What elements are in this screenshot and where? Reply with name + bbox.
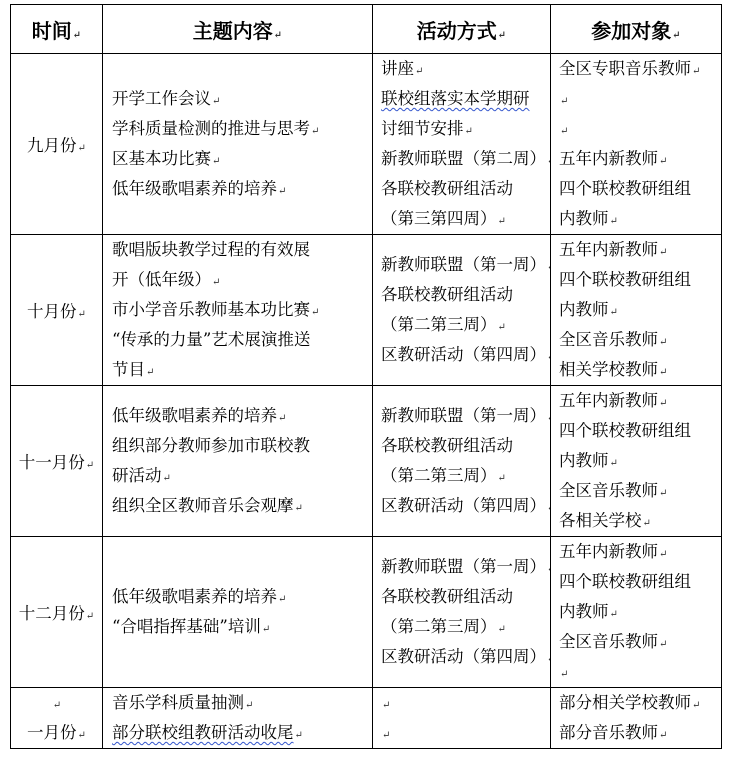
audience-line: 部分音乐教师 ↵ (559, 718, 721, 748)
audience-line (559, 657, 721, 687)
audience-line: 五年内新教师 ↵ (559, 386, 721, 416)
method-line: （第二第三周） ↵ (381, 461, 550, 491)
month-cell: 十二月份 ↵ (11, 537, 103, 688)
topic-cell (103, 54, 373, 235)
audience-line: 内教师 ↵ (559, 295, 721, 325)
audience-line: 内教师 ↵ (559, 597, 721, 627)
audience-line (559, 84, 721, 114)
method-line: 新教师联盟（第一周） ↵ (381, 401, 550, 431)
audience-line: 四个联校教研组组 (559, 270, 691, 289)
topic-line: 开（低年级） ↵ (112, 265, 372, 295)
method-line (381, 718, 550, 748)
method-cell (373, 54, 551, 235)
method-cell (373, 688, 551, 749)
header-method: 活动方式 ↵ (373, 5, 551, 54)
method-line: 区教研活动（第四周） ↵ (381, 642, 550, 672)
header-time: 时间 ↵ (11, 5, 103, 54)
month-cell: 十一月份 ↵ (11, 386, 103, 537)
audience-line: 全区音乐教师 ↵ (559, 627, 721, 657)
topic-line: 研活动 ↵ (112, 461, 372, 491)
topic-line: “合唱指挥基础”培训 ↵ (112, 612, 372, 642)
month-cell (11, 688, 103, 749)
audience-line: 部分相关学校教师 ↵ (559, 688, 721, 718)
topic-cell (103, 386, 373, 537)
method-line: 各联校教研组活动 (381, 179, 513, 198)
audience-line: 四个联校教研组组 (559, 572, 691, 591)
method-line: 各联校教研组活动 (381, 285, 513, 304)
method-cell (373, 537, 551, 688)
audience-cell (551, 688, 722, 749)
method-line: （第二第三周） ↵ (381, 612, 550, 642)
audience-line: 相关学校教师 ↵ (559, 355, 721, 385)
method-line: 新教师联盟（第二周） ↵ (381, 144, 550, 174)
topic-line: 区基本功比赛 ↵ (112, 144, 372, 174)
audience-line: 全区专职音乐教师 ↵ (559, 54, 721, 84)
method-line: 各联校教研组活动 (381, 436, 513, 455)
topic-line: 组织部分教师参加市联校教 (112, 436, 310, 455)
method-line: 新教师联盟（第一周） ↵ (381, 250, 550, 280)
method-line: 讨细节安排 ↵ (381, 114, 550, 144)
method-line (381, 688, 550, 718)
topic-line: 低年级歌唱素养的培养 ↵ (112, 174, 372, 204)
topic-line: 音乐学科质量抽测 ↵ (112, 688, 372, 718)
method-line: 区教研活动（第四周） ↵ (381, 340, 550, 370)
audience-line: 内教师 ↵ (559, 446, 721, 476)
header-audience: 参加对象 ↵ (551, 5, 722, 54)
method-line: 讲座 ↵ (381, 54, 550, 84)
topic-line: 市小学音乐教师基本功比赛 ↵ (112, 295, 372, 325)
topic-line: “传承的力量”艺术展演推送 (112, 330, 311, 349)
table-header-row (11, 5, 722, 54)
topic-line: 学科质量检测的推进与思考 ↵ (112, 114, 372, 144)
audience-cell (551, 386, 722, 537)
audience-line (559, 114, 721, 144)
audience-line: 五年内新教师 ↵ (559, 235, 721, 265)
topic-line: 低年级歌唱素养的培养 ↵ (112, 582, 372, 612)
method-cell (373, 386, 551, 537)
method-line: 联校组落实本学期研 (381, 89, 530, 108)
method-line: 新教师联盟（第一周） ↵ (381, 552, 550, 582)
method-line: 区教研活动（第四周） ↵ (381, 491, 550, 521)
topic-line: 节目 ↵ (112, 355, 372, 385)
month-label: 一月份 ↵ (11, 718, 102, 748)
topic-cell (103, 537, 373, 688)
audience-line: 全区音乐教师 ↵ (559, 476, 721, 506)
month-cell: 九月份 ↵ (11, 54, 103, 235)
audience-line: 四个联校教研组组 (559, 421, 691, 440)
topic-line: 开学工作会议 ↵ (112, 84, 372, 114)
topic-line: 低年级歌唱素养的培养 ↵ (112, 401, 372, 431)
header-topic: 主题内容 ↵ (103, 5, 373, 54)
audience-cell (551, 54, 722, 235)
audience-line: 四个联校教研组组 (559, 179, 691, 198)
table-row (11, 386, 722, 537)
method-line: 各联校教研组活动 (381, 587, 513, 606)
activity-schedule-table (10, 4, 722, 749)
method-line: （第二第三周） ↵ (381, 310, 550, 340)
table-row (11, 54, 722, 235)
method-cell (373, 235, 551, 386)
table-row (11, 537, 722, 688)
audience-line: 内教师 ↵ (559, 204, 721, 234)
audience-line: 五年内新教师 ↵ (559, 537, 721, 567)
topic-cell (103, 235, 373, 386)
topic-line: 组织全区教师音乐会观摩 ↵ (112, 491, 372, 521)
table-row (11, 688, 722, 749)
topic-line: 部分联校组教研活动收尾 ↵ (112, 718, 372, 748)
method-line: （第三第四周） ↵ (381, 204, 550, 234)
empty-line (11, 688, 102, 718)
table-row (11, 235, 722, 386)
topic-cell (103, 688, 373, 749)
month-cell: 十月份 ↵ (11, 235, 103, 386)
audience-cell (551, 235, 722, 386)
audience-cell (551, 537, 722, 688)
audience-line: 五年内新教师 ↵ (559, 144, 721, 174)
audience-line: 各相关学校 ↵ (559, 506, 721, 536)
topic-line: 歌唱版块教学过程的有效展 (112, 240, 310, 259)
audience-line: 全区音乐教师 ↵ (559, 325, 721, 355)
